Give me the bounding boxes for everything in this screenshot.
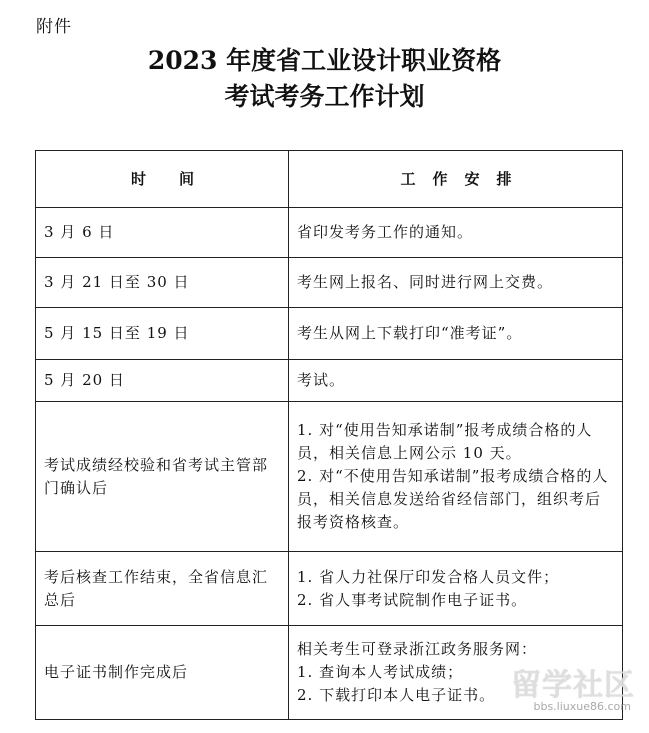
work-item: 1. 省人力社保厅印发合格人员文件； [297, 567, 560, 586]
document-title-line1: 2023 年度省工业设计职业资格 [147, 46, 502, 75]
work-item: 2. 对“不使用告知承诺制”报考成绩合格的人员，相关信息发送给省经信部门，组织考后报考资格核查。 [297, 467, 609, 531]
work-item: 1. 查询本人考试成绩； [297, 663, 464, 681]
row-work [289, 402, 623, 552]
row-work: 考生网上报名、同时进行网上交费。 [289, 258, 623, 308]
row-time: 5 月 15 日至 19 日 [36, 308, 289, 360]
row-time: 3 月 6 日 [36, 208, 289, 258]
table-row [36, 402, 623, 552]
work-item: 2. 省人事考试院制作电子证书。 [297, 590, 528, 609]
table-row [36, 308, 623, 360]
work-item: 1. 对“使用告知承诺制”报考成绩合格的人员，相关信息上网公示 10 天。 [297, 421, 593, 462]
header-work: 工 作 安 排 [289, 151, 623, 208]
table-row [36, 208, 623, 258]
row-time: 5 月 20 日 [36, 360, 289, 402]
row-time: 3 月 21 日至 30 日 [36, 258, 289, 308]
work-item: 相关考生可登录浙江政务服务网： [297, 640, 538, 658]
row-work [289, 626, 623, 720]
watermark-url: bbs.liuxue86.com [533, 700, 631, 713]
header-time: 时 间 [36, 151, 289, 208]
row-work [289, 552, 623, 626]
attachment-label: 附件 [36, 17, 72, 37]
row-time: 考试成绩经校验和省考试主管部门确认后 [36, 402, 289, 552]
document-title-line2: 考试考务工作计划 [224, 82, 425, 111]
row-time: 考后核查工作结束，全省信息汇总后 [36, 552, 289, 626]
table-row [36, 258, 623, 308]
table-row [36, 626, 623, 720]
table-row [36, 552, 623, 626]
row-work: 考生从网上下载打印“准考证”。 [289, 308, 623, 360]
table-row [36, 360, 623, 402]
row-work: 考试。 [289, 360, 623, 402]
row-time: 电子证书制作完成后 [36, 626, 289, 720]
schedule-table [35, 150, 623, 720]
work-item: 2. 下载打印本人电子证书。 [297, 686, 496, 704]
row-work: 省印发考务工作的通知。 [289, 208, 623, 258]
watermark-text: 留学社区 [511, 668, 635, 703]
table-header-row [36, 151, 623, 208]
